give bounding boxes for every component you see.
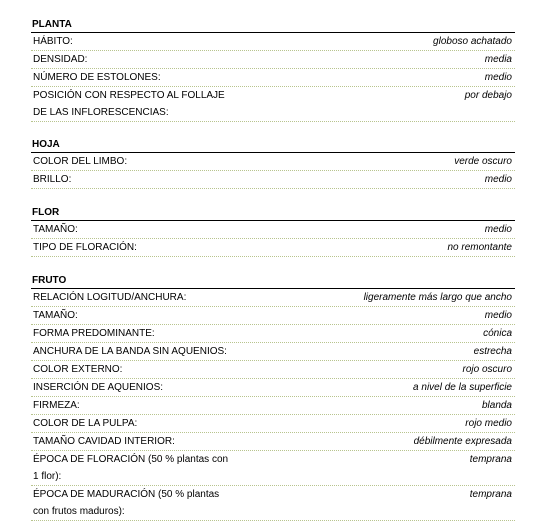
table-row [31, 343, 515, 361]
table-row [31, 87, 515, 122]
section-planta [31, 18, 515, 122]
table-row [31, 171, 515, 189]
table-row [31, 325, 515, 343]
table-row [31, 307, 515, 325]
section-title: PLANTA [31, 18, 515, 33]
row-value: medio [484, 72, 512, 83]
table-row [31, 433, 515, 451]
section-title: FLOR [31, 206, 515, 221]
row-label: TIPO DE FLORACIÓN: [33, 242, 137, 253]
row-label: BRILLO: [33, 174, 72, 185]
table-row [31, 451, 515, 486]
table-row [31, 486, 515, 521]
row-label: RELACIÓN LOGITUD/ANCHURA: [33, 292, 187, 303]
row-label: FORMA PREDOMINANTE: [33, 328, 155, 339]
row-value: temprana [469, 454, 512, 465]
row-label: ÉPOCA DE MADURACIÓN (50 % plantas con frutos maduros): [33, 489, 220, 517]
row-value: no remontante [447, 242, 512, 253]
row-label: TAMAÑO: [33, 224, 78, 235]
row-value: rojo medio [465, 418, 512, 429]
row-label: ANCHURA DE LA BANDA SIN AQUENIOS: [33, 346, 227, 357]
table-row [31, 51, 515, 69]
row-value: ligeramente más largo que ancho [363, 292, 512, 303]
row-label: DENSIDAD: [33, 54, 88, 65]
row-label: ÉPOCA DE FLORACIÓN (50 % plantas con 1 flor): [33, 454, 229, 482]
row-label: HÁBITO: [33, 36, 73, 47]
row-value: globoso achatado [433, 36, 512, 47]
row-value: media [484, 54, 512, 65]
row-value: verde oscuro [454, 156, 512, 167]
table-row [31, 379, 515, 397]
table-row [31, 361, 515, 379]
table-row [31, 289, 515, 307]
row-label: TAMAÑO CAVIDAD INTERIOR: [33, 436, 175, 447]
row-label: COLOR DE LA PULPA: [33, 418, 138, 429]
row-value: a nivel de la superficie [413, 382, 512, 393]
row-value: cónica [483, 328, 512, 339]
row-value: débilmente expresada [413, 436, 512, 447]
row-label: COLOR DEL LIMBO: [33, 156, 128, 167]
row-label: FIRMEZA: [33, 400, 80, 411]
section-title: HOJA [31, 138, 515, 153]
row-value: rojo oscuro [462, 364, 512, 375]
section-fruto [31, 274, 515, 521]
row-label: TAMAÑO: [33, 310, 78, 321]
table-row [31, 153, 515, 171]
row-label: POSICIÓN CON RESPECTO AL FOLLAJE DE LAS INFLORESCENCIAS: [33, 90, 225, 118]
table-row [31, 69, 515, 87]
section-hoja [31, 138, 515, 189]
row-label: INSERCIÓN DE AQUENIOS: [33, 382, 164, 393]
table-row [31, 33, 515, 51]
row-value: medio [484, 174, 512, 185]
row-value: temprana [469, 489, 512, 500]
row-label: COLOR EXTERNO: [33, 364, 123, 375]
row-label: NÚMERO DE ESTOLONES: [33, 72, 161, 83]
table-row [31, 239, 515, 257]
section-title: FRUTO [31, 274, 515, 289]
row-value: medio [484, 224, 512, 235]
section-flor [31, 206, 515, 257]
row-value: estrecha [473, 346, 512, 357]
row-value: por debajo [464, 90, 512, 101]
row-value: medio [484, 310, 512, 321]
row-value: blanda [481, 400, 512, 411]
table-row [31, 415, 515, 433]
table-row [31, 397, 515, 415]
table-row [31, 221, 515, 239]
